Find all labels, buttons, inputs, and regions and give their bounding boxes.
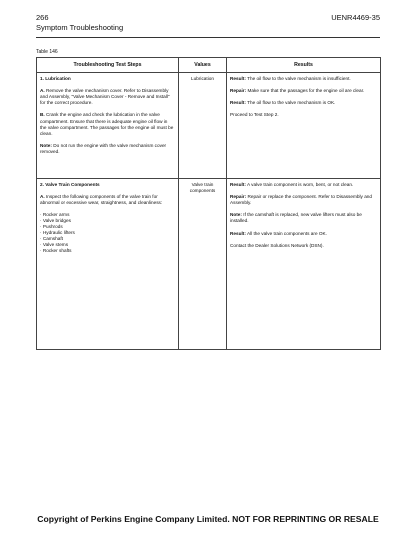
- page-number: 266: [36, 13, 49, 22]
- repair-instruction: Repair: Repair or replace the component. Refer to Disassembly and Assembly.: [230, 194, 373, 206]
- table-header-row: [37, 58, 381, 73]
- list-item: · Rocker arms: [40, 212, 70, 218]
- result-note: Note: If the camshaft is replaced, new valve lifters must also be installed.: [230, 212, 362, 224]
- repair-instruction: Repair: Make sure that the passages for the engine oil are clear.: [230, 88, 365, 94]
- col-header-results: Results: [227, 58, 381, 73]
- results-cell: [227, 73, 381, 179]
- proceed-text: Proceed to Test Step 2.: [230, 112, 279, 118]
- copyright-footer: Copyright of Perkins Engine Company Limited. NOT FOR REPRINTING OR RESALE: [37, 514, 379, 524]
- list-item: · Valve bridges: [40, 218, 71, 224]
- results-cell: [227, 179, 381, 350]
- step-b: B. Crank the engine and check the lubrication in the valve compartment. Ensure that there is adequate engine oil flow in the valve compartment. The passages for the engine oil must be clean.: [40, 112, 174, 136]
- list-item: · Valve stems: [40, 242, 69, 248]
- troubleshooting-table: [36, 57, 381, 350]
- contact-text: Contact the Dealer Solutions Network (DSN).: [230, 242, 324, 248]
- step-title: 2. Valve Train Components: [40, 182, 100, 188]
- test-step-cell: [37, 179, 179, 350]
- table-row: [37, 179, 381, 350]
- result-ok: Result: All the valve train components are OK.: [230, 230, 327, 236]
- list-item: · Pushrods: [40, 224, 63, 230]
- test-step-cell: [37, 73, 179, 179]
- result-insufficient: Result: The oil flow to the valve mechanism is insufficient.: [230, 76, 351, 82]
- table-row: [37, 73, 381, 179]
- step-note: Note: Do not run the engine with the valve mechanism cover removed.: [40, 142, 167, 154]
- step-a: A. Remove the valve mechanism cover. Refer to Disassembly and Assembly, "Valve Mechanism Cover - Remove and Install" for the correct procedure.: [40, 88, 170, 106]
- section-title: Symptom Troubleshooting: [36, 23, 124, 32]
- table-label: Table 146: [36, 49, 58, 55]
- value-cell: Lubrication: [179, 73, 227, 179]
- result-worn: Result: A valve train component is worn, bent, or not clean.: [230, 182, 354, 188]
- list-item: · Hydraulic lifters: [40, 230, 75, 236]
- step-title: 1. Lubrication: [40, 76, 71, 82]
- list-item: · Rocker shafts: [40, 248, 72, 254]
- document-id: UENR4469-35: [331, 13, 380, 22]
- page-header-left: [36, 13, 123, 33]
- list-item: · Camshaft: [40, 236, 63, 242]
- value-cell: Valve train components: [179, 179, 227, 350]
- col-header-values: Values: [179, 58, 227, 73]
- header-divider: [36, 37, 380, 38]
- step-a: A. Inspect the following components of the valve train for abnormal or excessive wear, straightness, and cleanliness:: [40, 194, 163, 206]
- col-header-steps: Troubleshooting Test Steps: [37, 58, 179, 73]
- component-list: [40, 212, 175, 254]
- result-ok: Result: The oil flow to the valve mechanism is OK.: [230, 100, 336, 106]
